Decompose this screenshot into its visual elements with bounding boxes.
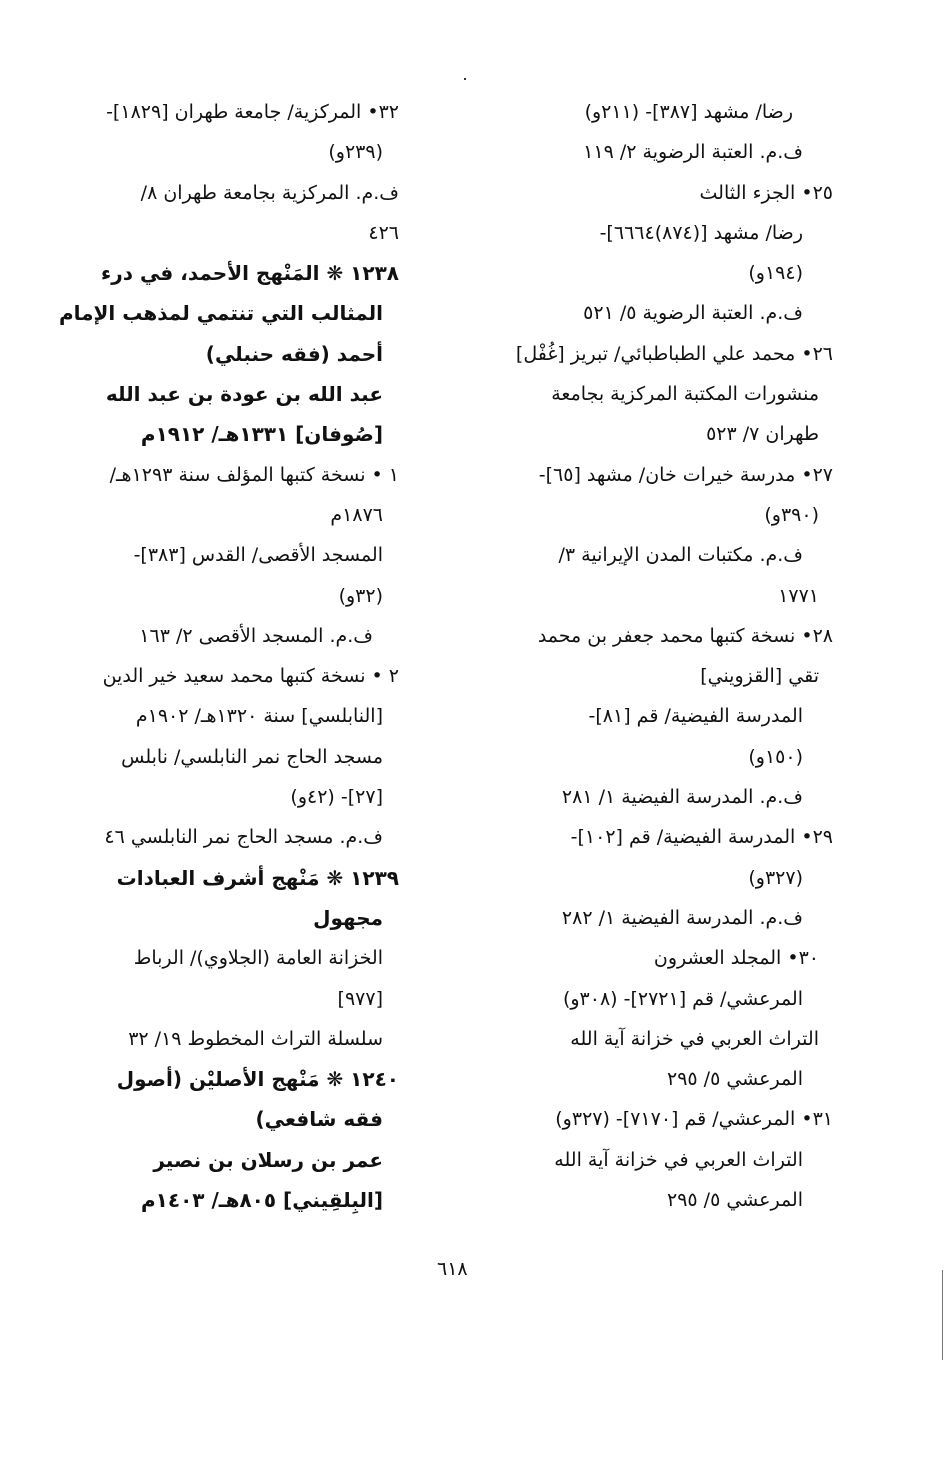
text-line: ⁨ف.م. مسجد الحاج نمر النابلسي ٤٦⁩ xyxy=(104,826,383,849)
text-line: ⁨مسجد الحاج نمر النابلسي/ نابلس⁩ xyxy=(121,745,383,768)
author-line: ⁨[البِلقِيني] ٨٠٥هـ/ ١٤٠٣م⁩ xyxy=(140,1188,383,1213)
page-number: ⁨٦١٨⁩ xyxy=(437,1258,468,1280)
text-line: ⁨١ • نسخة كتبها المؤلف سنة ١٢٩٣هـ/⁩ xyxy=(109,463,399,486)
text-line: ⁨[٢٧]- (٤٢و)⁩ xyxy=(290,786,383,809)
text-line: ⁨المرعشي ٥/ ٢٩٥⁩ xyxy=(667,1189,803,1212)
text-line: ⁨٢٦• محمد علي الطباطبائي/ تبريز [غُفْل]⁩ xyxy=(515,342,833,365)
text-line: ⁨(٣٢٧و)⁩ xyxy=(748,866,803,889)
scan-edge-mark xyxy=(942,1270,943,1360)
text-line: ⁨٣١• المرعشي/ قم [٧١٧٠]- (٣٢٧و)⁩ xyxy=(555,1108,833,1131)
text-line: ⁨التراث العربي في خزانة آية الله⁩ xyxy=(570,1027,819,1050)
text-line: ⁨رضا/ مشهد [٣٨٧]- (٢١١و)⁩ xyxy=(584,101,793,123)
text-line: ⁨٢٧• مدرسة خيرات خان/ مشهد [٦٥]-⁩ xyxy=(538,463,833,486)
author-line: ⁨مجهول⁩ xyxy=(313,905,383,930)
text-line: ⁨تقي [القزويني]⁩ xyxy=(700,665,819,688)
text-line: ⁨ف.م. المسجد الأقصى ٢/ ١٦٣⁩ xyxy=(139,624,373,647)
text-line: ⁨(١٥٠و)⁩ xyxy=(748,745,803,768)
text-line: ⁨المرعشي/ قم [٢٧٢١]- (٣٠٨و)⁩ xyxy=(562,987,803,1010)
text-line: ⁨ف.م. العتبة الرضوية ٥/ ٥٢١⁩ xyxy=(583,302,803,325)
text-line: ⁨٢٥• الجزء الثالث⁩ xyxy=(699,181,833,204)
text-line: ⁨(١٩٤و)⁩ xyxy=(748,262,803,285)
text-line: ⁨٢٩• المدرسة الفيضية/ قم [١٠٢]-⁩ xyxy=(570,826,833,849)
entry-heading: ⁨١٢٣٩ ❋ مَنْهج أشرف العبادات⁩ xyxy=(116,865,399,890)
text-line: ⁨١٨٧٦م⁩ xyxy=(330,503,383,526)
author-line: ⁨[صُوفان] ١٣٣١هـ/ ١٩١٢م⁩ xyxy=(140,422,383,447)
text-line: ⁨ف.م. مكتبات المدن الإيرانية ٣/⁩ xyxy=(558,544,803,567)
entry-heading: ⁨فقه شافعي)⁩ xyxy=(255,1107,383,1132)
text-line: ⁨المرعشي ٥/ ٢٩٥⁩ xyxy=(667,1068,803,1091)
text-line: ⁨٢ • نسخة كتبها محمد سعيد خير الدين⁩ xyxy=(102,665,399,688)
author-line: ⁨عمر بن رسلان بن نصير⁩ xyxy=(153,1147,383,1172)
text-line: ⁨رضا/ مشهد [(٨٧٤)٦٦٦٤]-⁩ xyxy=(599,221,803,244)
text-line: ⁨٣٢• المركزية/ جامعة طهران [١٨٢٩]-⁩ xyxy=(106,101,399,123)
entry-heading: ⁨١٢٣٨ ❋ المَنْهج الأحمد، في درء⁩ xyxy=(100,261,399,286)
text-line: ⁨المدرسة الفيضية/ قم [٨١]-⁩ xyxy=(588,705,803,728)
text-line: ⁨(٣٢و)⁩ xyxy=(338,584,383,607)
text-line: ⁨١٧٧١⁩ xyxy=(778,584,819,607)
text-line: ⁨طهران ٧/ ٥٢٣⁩ xyxy=(706,423,819,446)
text-line: ⁨(٢٣٩و)⁩ xyxy=(328,141,383,164)
text-line: ⁨[النابلسي] سنة ١٣٢٠هـ/ ١٩٠٢م⁩ xyxy=(135,705,383,728)
text-line: ⁨ف.م. المركزية بجامعة طهران ٨/⁩ xyxy=(140,181,399,204)
right-column xyxy=(489,92,833,1220)
text-line: ⁨التراث العربي في خزانة آية الله⁩ xyxy=(554,1148,803,1171)
entry-heading: ⁨المثالب التي تنتمي لمذهب الإمام⁩ xyxy=(58,301,383,326)
left-column xyxy=(59,92,399,1220)
text-line: ⁨المسجد الأقصى/ القدس [٣٨٣]-⁩ xyxy=(133,544,383,567)
entry-heading: ⁨أحمد (فقه حنبلي)⁩ xyxy=(205,341,383,366)
text-line: ⁨ف.م. المدرسة الفيضية ١/ ٢٨٢⁩ xyxy=(561,906,803,929)
author-line: ⁨عبد الله بن عودة بن عبد الله⁩ xyxy=(105,382,383,407)
text-line: ⁨٢٨• نسخة كتبها محمد جعفر بن محمد⁩ xyxy=(537,624,833,647)
text-line: ⁨ف.م. العتبة الرضوية ٢/ ١١٩⁩ xyxy=(583,141,803,164)
top-mark xyxy=(464,78,466,80)
entry-heading: ⁨١٢٤٠ ❋ مَنْهج الأصليْن (أصول⁩ xyxy=(116,1067,399,1092)
text-line: ⁨منشورات المكتبة المركزية بجامعة⁩ xyxy=(551,383,819,406)
text-line: ⁨٣٠• المجلد العشرون⁩ xyxy=(653,947,819,970)
text-line: ⁨سلسلة التراث المخطوط ١٩/ ٣٢⁩ xyxy=(128,1027,383,1050)
text-line: ⁨(٣٩٠و)⁩ xyxy=(764,503,819,526)
text-line: ⁨الخزانة العامة (الجلاوي)/ الرباط⁩ xyxy=(133,947,383,970)
text-line: ⁨٤٢٦⁩ xyxy=(368,221,399,244)
text-line: ⁨[٩٧٧]⁩ xyxy=(337,987,383,1010)
text-line: ⁨ف.م. المدرسة الفيضية ١/ ٢٨١⁩ xyxy=(561,786,803,809)
